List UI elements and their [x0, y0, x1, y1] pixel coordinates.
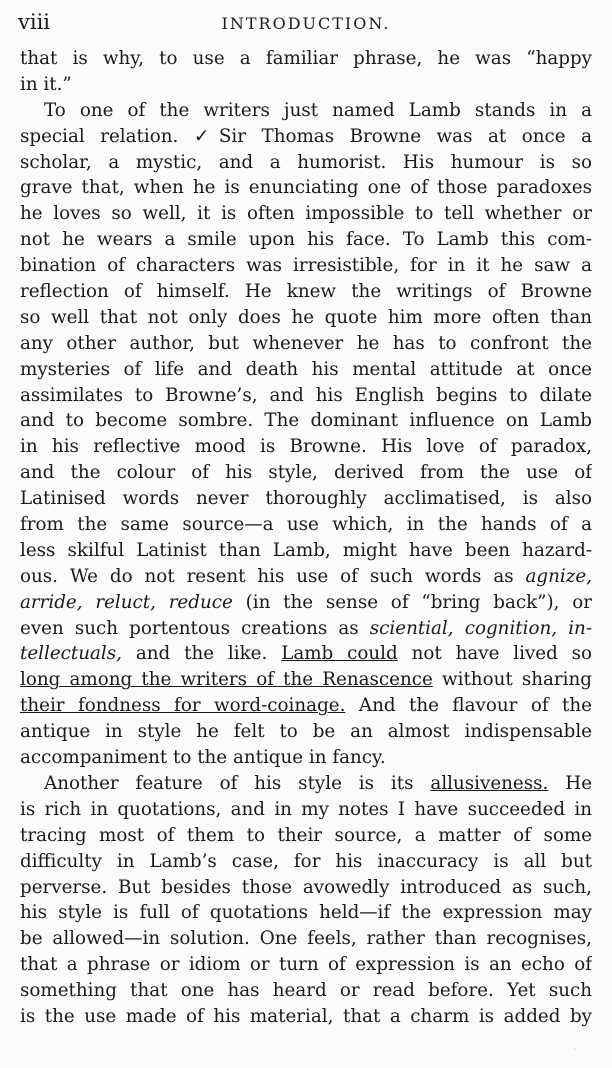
text-run: ous. We do not resent his use of such words as — [20, 565, 514, 587]
text-line: is the use made of his material, that a charm is added by — [20, 1005, 592, 1027]
text-line — [20, 641, 592, 667]
text-run: not have lived so — [411, 643, 592, 665]
text-run: (in the sense of “bring back”), or — [245, 591, 592, 613]
text-run: and the like. — [135, 643, 268, 665]
body-text — [20, 46, 592, 1030]
text-line — [20, 616, 592, 642]
text-line: from the same source—a use which, in the hands of a — [20, 514, 592, 536]
text-run: He — [565, 772, 592, 794]
text-line: he loves so well, it is often impossible to tell whether or — [20, 203, 592, 225]
italic-words: arride, reluct, reduce — [20, 591, 233, 613]
text-line: something that one has heard or read before. Yet such — [20, 980, 592, 1002]
text-line: grave that, when he is enunciating one of those paradoxes — [20, 177, 592, 199]
running-head: INTRODUCTION. — [221, 14, 391, 33]
text-line: assimilates to Browne’s, and his English begins to dilate — [20, 384, 592, 406]
text-line — [20, 590, 592, 616]
text-line: mysteries of life and death his mental attitude at once — [20, 358, 592, 380]
text-line: in his reflective mood is Browne. His love of paradox, — [20, 436, 592, 458]
text-line: scholar, a mystic, and a humorist. His humour is so — [20, 151, 592, 173]
text-line: that is why, to use a familiar phrase, he was “happy — [20, 48, 592, 69]
page-number: viii — [18, 10, 51, 34]
scan-speck: · — [573, 1045, 576, 1054]
text-line: and the colour of his style, derived from the use of — [20, 462, 592, 484]
text-line — [20, 667, 592, 693]
text-line: be allowed—in solution. One feels, rather than recognises, — [20, 928, 592, 950]
underlined-phrase: Lamb could — [281, 643, 398, 665]
text-line: perverse. But besides those avowedly introduced as such, — [20, 876, 592, 898]
text-line: tracing most of them to their source, a matter of some — [20, 824, 592, 846]
text-line: so well that not only does he quote him more often than — [20, 306, 592, 328]
text-run: Another feature of his style is its — [44, 772, 414, 794]
text-line: and to become sombre. The dominant influence on Lamb — [20, 410, 592, 432]
text-line: any other author, but whenever he has to confront the — [20, 332, 592, 354]
text-line: reflection of himself. He knew the writings of Browne — [20, 281, 592, 303]
text-line: is rich in quotations, and in my notes I have succeeded in — [20, 798, 592, 820]
underlined-phrase: their fondness for word-coinage. — [20, 695, 346, 717]
text-line: not he wears a smile upon his face. To Lamb this com- — [20, 229, 592, 251]
page-header — [18, 8, 594, 36]
text-line: less skilful Latinist than Lamb, might have been hazard- — [20, 539, 592, 561]
text-line: in it.” — [20, 73, 72, 95]
text-line — [20, 771, 592, 797]
text-line: To one of the writers just named Lamb stands in a — [44, 99, 592, 121]
text-line: accompaniment to the antique in fancy. — [20, 747, 386, 769]
text-run: even such portentous creations as — [20, 617, 359, 639]
text-run: And the flavour of the — [358, 695, 592, 717]
italic-words: sciential, cognition, in- — [369, 617, 592, 639]
text-run: without sharing — [441, 669, 592, 691]
underlined-phrase: long among the writers of the Renascence — [20, 669, 433, 691]
italic-word: tellectuals, — [20, 643, 122, 665]
underlined-word: allusiveness. — [430, 772, 549, 794]
text-line: his style is full of quotations held—if the expression may — [20, 902, 592, 924]
text-line: bination of characters was irresistible, for in it he saw a — [20, 255, 592, 277]
text-line: that a phrase or idiom or turn of expression is an echo of — [20, 954, 592, 976]
text-line — [20, 564, 592, 590]
text-line: Latinised words never thoroughly acclimatised, is also — [20, 488, 592, 510]
text-line: special relation. ✓Sir Thomas Browne was at once a — [20, 125, 592, 147]
italic-word: agnize, — [525, 565, 592, 587]
text-line — [20, 693, 592, 719]
text-line: difficulty in Lamb’s case, for his inaccuracy is all but — [20, 850, 592, 872]
text-line: antique in style he felt to be an almost indispensable — [20, 721, 592, 743]
